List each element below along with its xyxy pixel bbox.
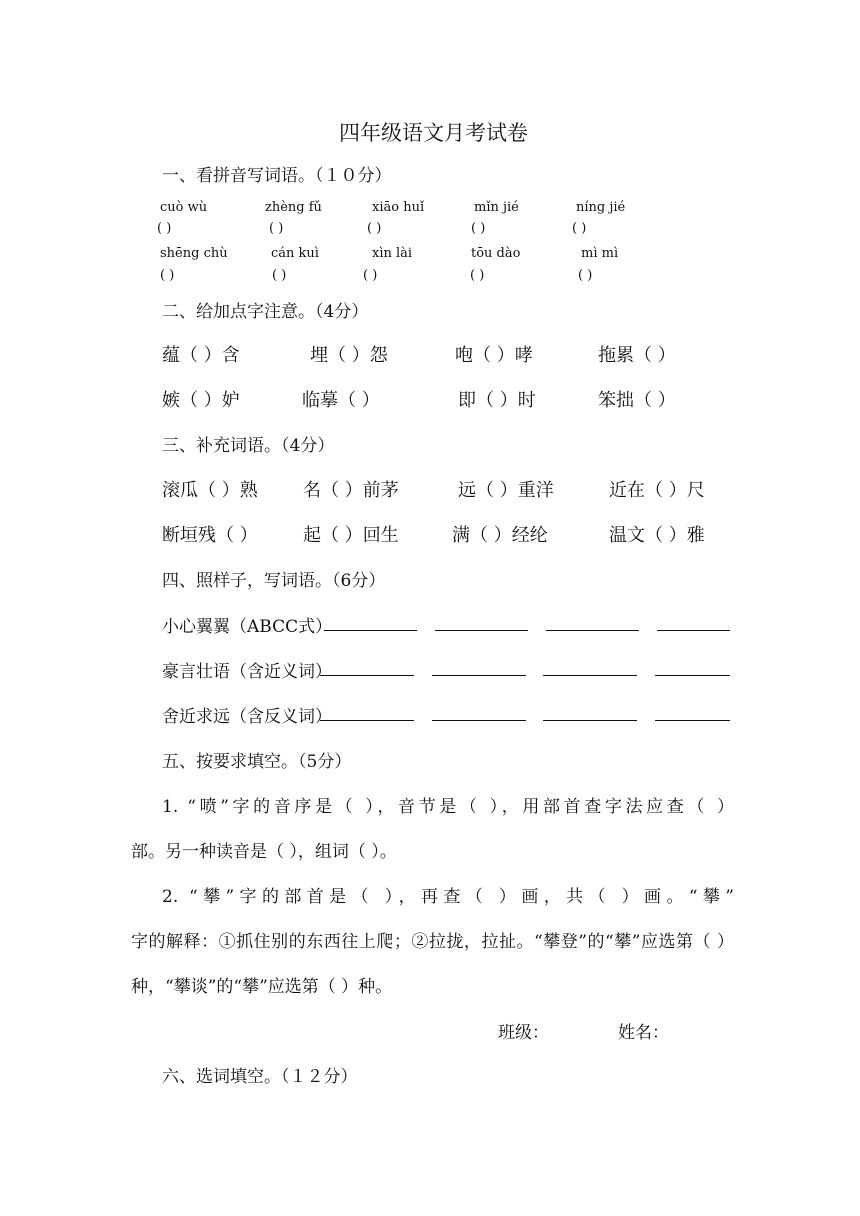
s2-item: 埋（ ）怨	[310, 345, 388, 366]
section-3-heading: 三、补充词语。（4分）	[162, 436, 335, 456]
answer-paren: ( )	[470, 268, 485, 283]
s2-item: 拖累（ ）	[598, 345, 676, 366]
q2-line-1: 2. “攀”字的部首是（ ），再查（ ）画，共（ ）画。“攀”	[162, 887, 734, 907]
pinyin-item: mǐn jié	[474, 200, 519, 215]
answer-blank	[657, 616, 730, 631]
section-4-heading: 四、照样子，写词语。（6分）	[162, 571, 386, 591]
s2-item: 咆（ ）哮	[455, 345, 533, 366]
answer-blank	[320, 661, 414, 676]
s4-item-label: 舍近求远（含反义词）	[162, 707, 332, 727]
answer-blank	[432, 661, 526, 676]
section-1-heading: 一、看拼音写词语。（１０分）	[162, 166, 392, 186]
section-2-heading: 二、给加点字注意。（4分）	[162, 302, 369, 322]
s3-item: 断垣残（ ）	[162, 525, 258, 546]
answer-blank	[655, 661, 730, 676]
s2-item: 即（ ）时	[458, 390, 536, 411]
answer-blank	[655, 706, 730, 721]
answer-blank	[543, 706, 637, 721]
q1-line-1: 1. “喷”字的音序是（ ），音节是（ ），用部首查字法应查（ ）	[162, 797, 734, 817]
q1-line-2: 部。另一种读音是（ ），组词（ ）。	[131, 842, 397, 862]
answer-paren: ( )	[471, 221, 486, 236]
pinyin-item: xiāo huǐ	[372, 200, 425, 215]
s4-item-label: 小心翼翼（ABCC式）	[162, 617, 333, 637]
pinyin-item: níng jié	[576, 200, 626, 215]
s3-item: 名（ ）前茅	[303, 480, 399, 501]
section-5-heading: 五、按要求填空。（5分）	[162, 752, 352, 772]
section-6-heading: 六、选词填空。（１２分）	[162, 1067, 358, 1087]
s3-item: 远（ ）重洋	[458, 480, 554, 501]
s3-item: 滚瓜（ ）熟	[162, 480, 258, 501]
q2-line-2: 字的解释：①抓住别的东西往上爬；②拉拢，拉扯。“攀登”的“攀”应选第（ ）	[131, 932, 734, 952]
answer-blank	[320, 706, 414, 721]
pinyin-item: cuò wù	[160, 200, 208, 215]
s3-item: 满（ ）经纶	[452, 525, 548, 546]
answer-paren: ( )	[269, 221, 284, 236]
answer-blank	[432, 706, 526, 721]
pinyin-item: mì mì	[581, 246, 619, 261]
s2-item: 嫉（ ）妒	[162, 390, 240, 411]
answer-paren: ( )	[160, 268, 175, 283]
s2-item: 蕴（ ）含	[162, 345, 240, 366]
pinyin-item: zhèng fǔ	[265, 200, 322, 215]
answer-paren: ( )	[157, 221, 172, 236]
s3-item: 起（ ）回生	[303, 525, 399, 546]
answer-paren: ( )	[578, 268, 593, 283]
answer-blank	[543, 661, 637, 676]
pinyin-item: shēng chù	[160, 246, 228, 261]
answer-paren: ( )	[367, 221, 382, 236]
s4-item-label: 豪言壮语（含近义词）	[162, 662, 332, 682]
q2-line-3: 种，“攀谈”的“攀”应选第（ ）种。	[131, 977, 393, 997]
answer-paren: ( )	[363, 268, 378, 283]
answer-blank	[546, 616, 639, 631]
answer-paren: ( )	[572, 221, 587, 236]
answer-paren: ( )	[272, 268, 287, 283]
pinyin-item: cán kuì	[271, 246, 319, 261]
class-label: 班级：	[498, 1023, 549, 1043]
answer-blank	[324, 616, 417, 631]
s2-item: 笨拙（ ）	[598, 390, 676, 411]
page-title: 四年级语文月考试卷	[339, 121, 528, 145]
s3-item: 温文（ ）雅	[609, 525, 705, 546]
answer-blank	[435, 616, 528, 631]
s2-item: 临摹（ ）	[302, 390, 380, 411]
name-label: 姓名：	[618, 1023, 669, 1043]
s3-item: 近在（ ）尺	[609, 480, 705, 501]
pinyin-item: tōu dào	[471, 246, 521, 261]
pinyin-item: xìn lài	[372, 246, 413, 261]
